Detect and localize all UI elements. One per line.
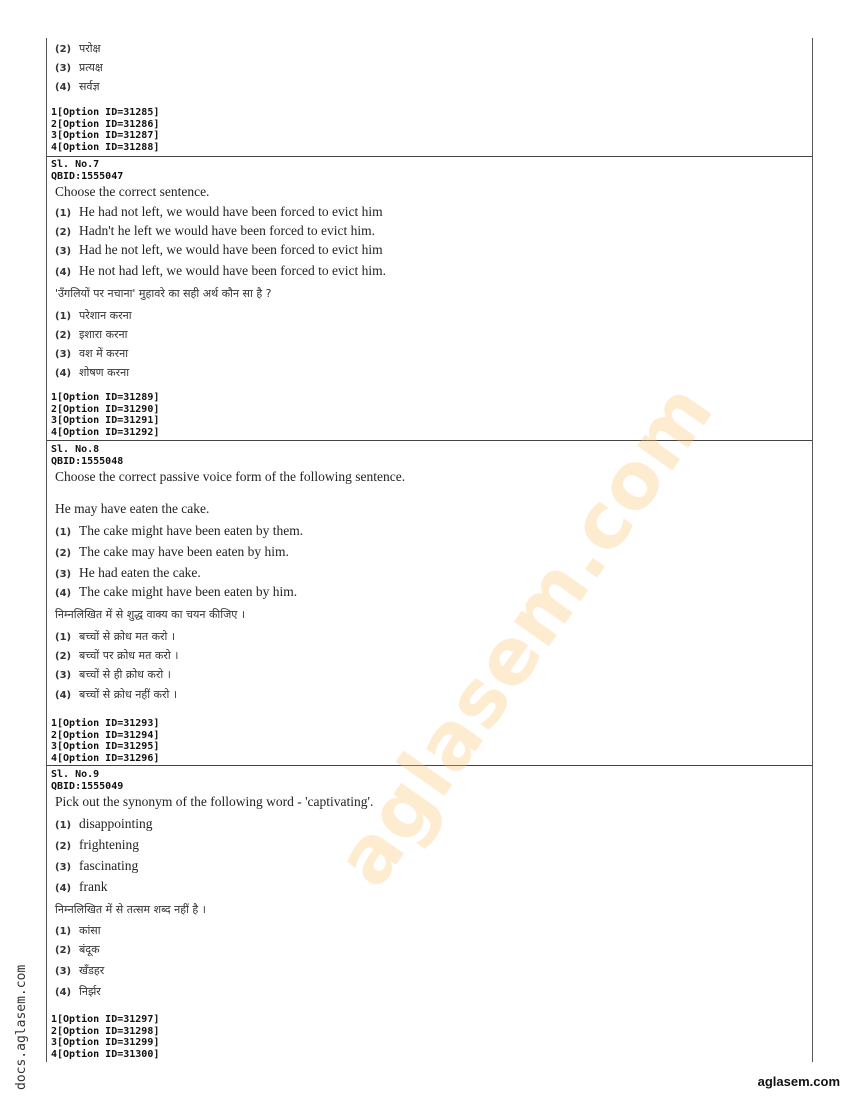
option-row: (3) वश में करना — [55, 347, 129, 360]
question-sentence: He may have eaten the cake. — [55, 501, 210, 516]
option-row: (2) परोक्ष — [55, 42, 101, 55]
option-id-list: 1[Option ID=31297] 2[Option ID=31298] 3[Option ID=31299] 4[Option ID=31300] — [51, 1014, 160, 1060]
option-row: (2) frightening — [55, 837, 139, 852]
sl-no: Sl. No.7 — [51, 159, 100, 170]
option-row: (3) खँडहर — [55, 964, 105, 977]
option-row: (1) बच्चों से क्रोध मत करो । — [55, 630, 176, 643]
option-row: (1) The cake might have been eaten by them. — [55, 523, 304, 538]
option-row: (1) कांसा — [55, 924, 101, 937]
option-row: (1) He had not left, we would have been forced to evict him — [55, 204, 383, 219]
option-row: (2) बच्चों पर क्रोध मत करो । — [55, 649, 179, 662]
side-url-text[interactable]: docs.aglasem.com — [14, 964, 29, 1090]
question-block-9 — [47, 769, 812, 1060]
option-row: (3) He had eaten the cake. — [55, 565, 201, 580]
option-row: (1) disappointing — [55, 816, 153, 831]
question-prompt: Choose the correct passive voice form of the following sentence. — [55, 469, 406, 484]
option-row: (4) The cake might have been eaten by him. — [55, 584, 298, 599]
option-row: (2) The cake may have been eaten by him. — [55, 544, 289, 559]
option-id-list: 1[Option ID=31285] 2[Option ID=31286] 3[Option ID=31287] 4[Option ID=31288] — [51, 107, 160, 153]
qbid: QBID:1555049 — [51, 780, 124, 792]
question-prompt: Choose the correct sentence. — [55, 184, 210, 199]
qbid: QBID:1555048 — [51, 455, 124, 467]
option-row: (2) इशारा करना — [55, 328, 128, 341]
divider — [47, 440, 812, 441]
option-row: (3) Had he not left, we would have been forced to evict him — [55, 242, 383, 257]
qbid: QBID:1555047 — [51, 170, 124, 182]
brand-footer-link[interactable]: aglasem.com — [757, 1074, 840, 1089]
option-row: (4) He not had left, we would have been forced to evict him. — [55, 263, 387, 278]
question-block-7 — [47, 159, 812, 438]
question-prompt: Pick out the synonym of the following word - 'captivating'. — [55, 794, 374, 809]
option-row: (4) शोषण करना — [55, 366, 130, 379]
divider — [47, 156, 812, 157]
question-prompt-hindi: 'उँगलियों पर नचाना' मुहावरे का सही अर्थ कौन सा है ? — [55, 287, 272, 300]
sl-no: Sl. No.8 — [51, 444, 100, 455]
option-row: (1) परेशान करना — [55, 309, 132, 322]
question-prompt-hindi: निम्नलिखित में से तत्सम शब्द नहीं है । — [55, 903, 206, 916]
option-row: (2) बंदूक — [55, 943, 100, 956]
option-row: (3) fascinating — [55, 858, 139, 873]
question-prompt-hindi: निम्नलिखित में से शुद्ध वाक्य का चयन कीजिए । — [55, 608, 246, 621]
option-row: (4) बच्चों से क्रोध नहीं करो । — [55, 688, 178, 701]
option-row: (4) frank — [55, 879, 108, 894]
watermark-logo: aglasem.com — [318, 367, 732, 903]
option-row: (3) प्रत्यक्ष — [55, 61, 103, 74]
sl-no: Sl. No.9 — [51, 769, 100, 780]
option-row: (3) बच्चों से ही क्रोध करो । — [55, 668, 171, 681]
option-id-list: 1[Option ID=31293] 2[Option ID=31294] 3[Option ID=31295] 4[Option ID=31296] — [51, 718, 160, 764]
divider — [47, 765, 812, 766]
option-id-list: 1[Option ID=31289] 2[Option ID=31290] 3[Option ID=31291] 4[Option ID=31292] — [51, 392, 160, 438]
option-row: (4) निर्झर — [55, 985, 101, 998]
page-frame — [46, 38, 813, 1062]
option-row: (4) सर्वज्ञ — [55, 80, 100, 93]
option-row: (2) Hadn't he left we would have been forced to evict him. — [55, 223, 375, 238]
